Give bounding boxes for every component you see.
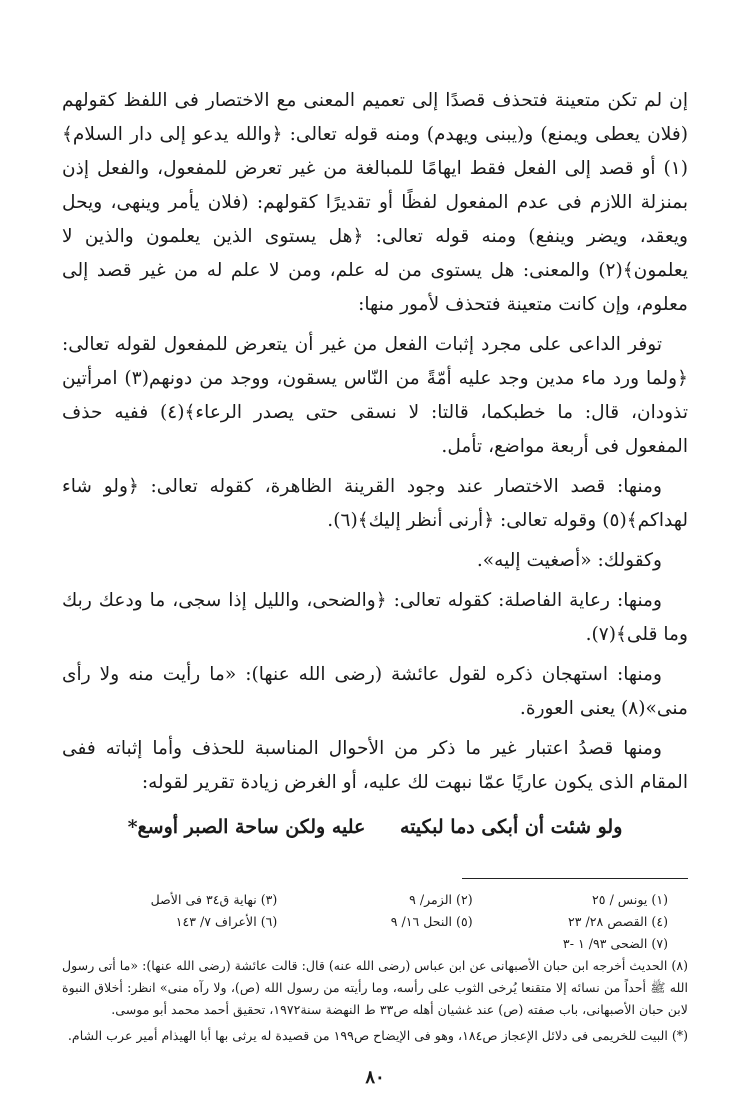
paragraph-2: توفر الداعى على مجرد إثبات الفعل من غير أن يتعرض للمفعول لقوله تعالى: ﴿ولما ورد ماء مدين وجد عليه أمّةً من النّاس يسقون، ووجد من دونهم(٣) امرأتين تذودان، قال: ما خطبكما، قالتا: لا نسقى حتى يصدر الرعاء﴾(٤) ففيه حذف المفعول فى أربعة مواضع، تأمل. bbox=[62, 334, 689, 457]
footnotes-grid bbox=[62, 889, 688, 955]
footnote-7: (٧) الضحى ٩٣/ ١ -٣ bbox=[562, 936, 668, 951]
footnote-2: (٢) الزمر/ ٩ bbox=[409, 892, 473, 907]
footnote-star: (*) البيت للخريمى فى دلائل الإعجاز ص١٨٤، وهو فى الإيضاح ص١٩٩ من قصيدة له يرثى بها أبا الهيذام أمير عرب الشام. bbox=[67, 1028, 688, 1043]
poem-hemistich-1: ولو شئت أن أبكى دما لبكيته bbox=[400, 816, 623, 838]
page-number: ٨٠ bbox=[365, 1067, 385, 1088]
footnote-4: (٤) القصص ٢٨/ ٢٣ bbox=[568, 914, 668, 929]
paragraph-3: ومنها: قصد الاختصار عند وجود القرينة الظاهرة، كقوله تعالى: ﴿ولو شاء لهداكم﴾(٥) وقوله تعالى: ﴿أرنى أنظر إليك﴾(٦). bbox=[62, 476, 688, 531]
footnote-empty bbox=[297, 933, 472, 955]
footnote-divider bbox=[462, 878, 688, 879]
footnote-empty bbox=[102, 933, 277, 955]
footnote-5: (٥) النحل ١٦/ ٩ bbox=[390, 914, 473, 929]
footnote-8: (٨) الحديث أخرجه ابن حبان الأصبهانى عن ابن عباس (رضى الله عنه) قال: قالت عائشة (رضى الله عنها): «ما أتى رسول الله ﷺ أحداً من نسائه إلا متقنعا يُرخى الثوب على رأسه، وما رأيته من رسول الله (ص)، ولا رآه منى» انظر: أخلاق النبوة لابن حبان الأصبهانى، باب صفته (ص) عند غشيان أهله ص٣٣ ط النهضة سنة١٩٧٢، تحقيق أحمد محمد أبو موسى. bbox=[62, 958, 688, 1017]
main-text bbox=[62, 84, 688, 800]
footnote-1: (١) يونس / ٢٥ bbox=[592, 892, 668, 907]
poem-verse bbox=[62, 810, 688, 844]
footnote-3: (٣) نهاية ق٣٤ فى الأصل bbox=[150, 892, 278, 907]
footnote-6: (٦) الأعراف ٧/ ١٤٣ bbox=[175, 914, 278, 929]
paragraph-7: ومنها قصدُ اعتبار غير ما ذكر من الأحوال المناسبة للحذف وأما إثباته ففى المقام الذى يكون عاريًا عمّا نبهت لك عليه، أو الغرض زيادة تقرير لقوله: bbox=[62, 738, 688, 793]
paragraph-5: ومنها: رعاية الفاصلة: كقوله تعالى: ﴿والضحى، والليل إذا سجى، ما ودعك ربك وما قلى﴾(٧). bbox=[62, 590, 688, 645]
paragraph-1: إن لم تكن متعينة فتحذف قصدًا إلى تعميم المعنى مع الاختصار فى اللفظ كقولهم (فلان يعطى ويمنع) و(يبنى ويهدم) ومنه قوله تعالى: ﴿والله يدعو إلى دار السلام﴾(١) أو قصد إلى الفعل فقط ايهامًا للمبالغة من غير تعرض للمفعول، والفعل إذن بمنزلة اللازم فى عدم المفعول لفظًا أو تقديرًا كقولهم: (فلان يأمر وينهى، ويحل ويعقد، ويضر وينفع) ومنه قوله تعالى: ﴿هل يستوى الذين يعلمون والذين لا يعلمون﴾(٢) والمعنى: هل يستوى من له علم، ومن لا علم له من غير قصد إلى معلوم، وإن كانت متعينة فتحذف لأمور منها: bbox=[62, 90, 688, 315]
paragraph-4: وكقولك: «أصغيت إليه». bbox=[476, 550, 662, 571]
poem-hemistich-2: عليه ولكن ساحة الصبر أوسع* bbox=[127, 816, 366, 838]
paragraph-6: ومنها: استهجان ذكره لقول عائشة (رضى الله عنها): «ما رأيت منه ولا رأى منى»(٨) يعنى العورة. bbox=[62, 664, 688, 719]
